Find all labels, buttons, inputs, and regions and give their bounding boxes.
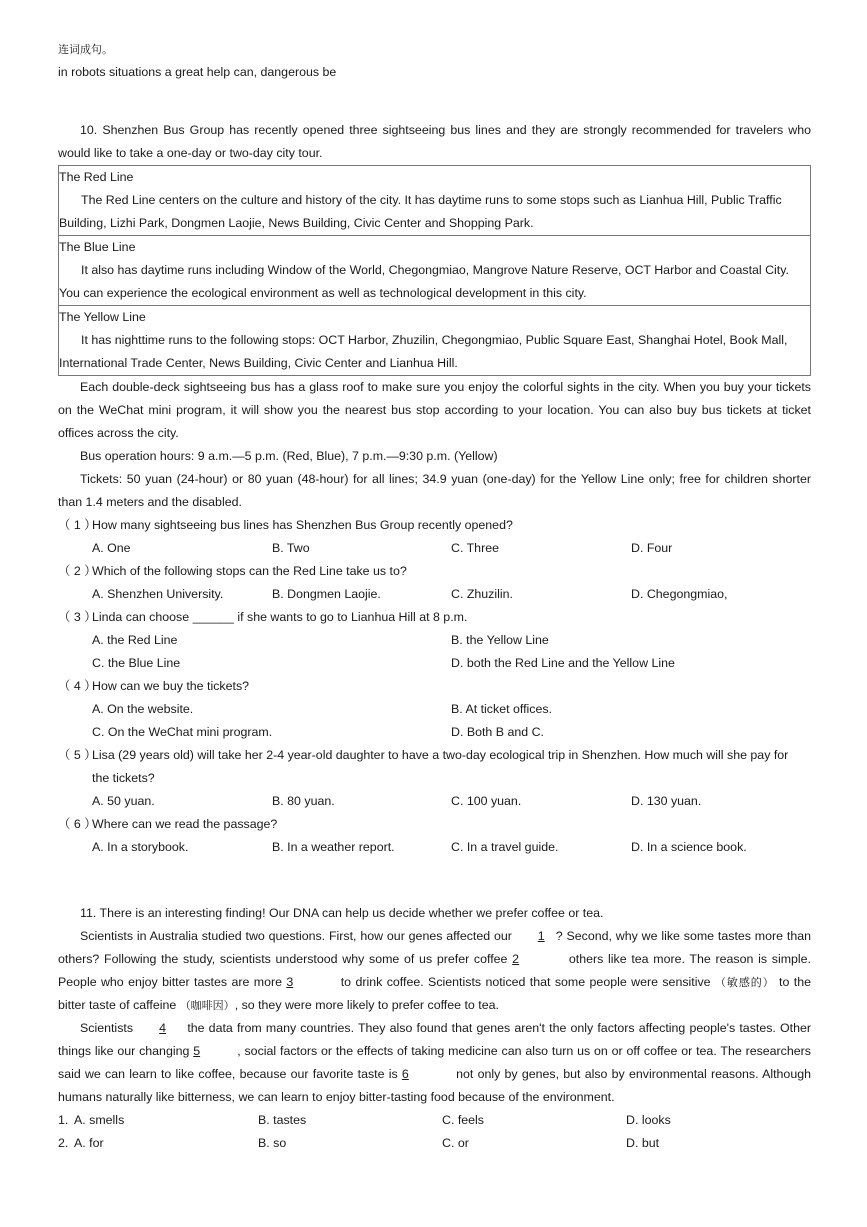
question-number: （ 2 ） xyxy=(58,564,97,578)
option-a[interactable]: A. Shenzhen University. xyxy=(92,587,224,601)
question-number: （ 1 ） xyxy=(58,518,97,532)
text-segment: the data from many countries. They also found that genes aren't the only factors affecting people's tastes. Other xyxy=(183,1021,811,1035)
option-d[interactable]: D. looks xyxy=(626,1113,671,1127)
blank-2[interactable]: 2 xyxy=(512,952,520,966)
body-line-2: on the WeChat mini program, it will show you the nearest bus stop according to your location. You can also buy bus tickets at ticket xyxy=(58,403,811,417)
question-3 xyxy=(58,606,811,629)
bus-lines-table xyxy=(58,165,811,376)
text-segment: Scientists in Australia studied two questions. First, how our genes affected our xyxy=(80,929,516,943)
choice-number: 1. xyxy=(58,1113,69,1127)
choice-1 xyxy=(58,1109,811,1132)
tickets-line-1: Tickets: 50 yuan (24-hour) or 80 yuan (48-hour) for all lines; 34.9 yuan (one-day) for the Yellow Line only; free for children shorter xyxy=(80,472,811,486)
question-5 xyxy=(58,744,811,767)
question-number: （ 6 ） xyxy=(58,817,97,831)
option-d[interactable]: D. Chegongmiao, xyxy=(631,587,728,601)
choice-2 xyxy=(58,1132,811,1155)
question-text: Linda can choose ______ if she wants to go to Lianhua Hill at 8 p.m. xyxy=(92,610,468,624)
question-4 xyxy=(58,675,811,698)
option-c[interactable]: C. Three xyxy=(451,541,499,555)
blank-6[interactable]: 6 xyxy=(401,1067,409,1081)
question-number: （ 4 ） xyxy=(58,679,97,693)
option-c[interactable]: C. 100 yuan. xyxy=(451,794,522,808)
p2-line-3 xyxy=(58,1063,811,1086)
operation-hours: Bus operation hours: 9 a.m.—5 p.m. (Red, Blue), 7 p.m.—9:30 p.m. (Yellow) xyxy=(80,449,498,463)
yellow-line-desc-1: It has nighttime runs to the following stops: OCT Harbor, Zhuzilin, Chegongmiao, Public Square East, Shanghai Hotel, Book Mall, xyxy=(81,333,788,347)
yellow-line-desc-2: International Trade Center, News Building, Civic Center and Lianhua Hill. xyxy=(59,356,458,370)
option-a[interactable]: A. smells xyxy=(74,1113,125,1127)
question-text: Lisa (29 years old) will take her 2-4 year-old daughter to have a two-day ecological trip in Shenzhen. How much will she pay for xyxy=(92,748,789,762)
text-segment: , so they were more likely to prefer coffee to tea. xyxy=(234,998,499,1012)
question-text: Where can we read the passage? xyxy=(92,817,278,831)
text-segment: ? Second, why we like some tastes more than xyxy=(555,929,812,943)
question-3-options-row-1 xyxy=(58,629,811,652)
exercise-title xyxy=(58,38,811,61)
blank-1[interactable]: 1 xyxy=(537,929,545,943)
tickets-line-2: than 1.4 meters and the disabled. xyxy=(58,495,242,509)
text-segment: Scientists xyxy=(80,1021,138,1035)
blank-5[interactable]: 5 xyxy=(193,1044,201,1058)
yellow-line-cell xyxy=(59,305,810,375)
question-1 xyxy=(58,514,811,537)
body-line-3: offices across the city. xyxy=(58,426,179,440)
text-segment: , social factors or the effects of taking medicine can also turn us on or off coffee or tea. The researchers xyxy=(237,1044,811,1058)
passage-11-intro: 11. There is an interesting finding! Our DNA can help us decide whether we prefer coffee or tea. xyxy=(80,906,604,920)
question-4-options-row-1 xyxy=(58,698,811,721)
option-a[interactable]: A. One xyxy=(92,541,131,555)
option-b[interactable]: B. 80 yuan. xyxy=(272,794,335,808)
option-b[interactable]: B. At ticket offices. xyxy=(451,702,553,716)
option-d[interactable]: D. both the Red Line and the Yellow Line xyxy=(451,656,675,670)
option-a[interactable]: A. for xyxy=(74,1136,104,1150)
blue-line-desc-2: You can experience the ecological environment as well as technological development in this city. xyxy=(59,286,587,300)
question-3-options-row-2 xyxy=(58,652,811,675)
question-1-options xyxy=(58,537,811,560)
question-5-options xyxy=(58,790,811,813)
choice-number: 2. xyxy=(58,1136,69,1150)
text-segment: said we can learn to like coffee, because our favorite taste is xyxy=(58,1067,402,1081)
question-5-continued xyxy=(58,767,811,790)
option-c[interactable]: C. On the WeChat mini program. xyxy=(92,725,273,739)
blue-line-title: The Blue Line xyxy=(59,240,136,254)
question-6 xyxy=(58,813,811,836)
text-segment: to the xyxy=(774,975,811,989)
text-segment: not only by genes, but also by environmental reasons. Although xyxy=(451,1067,811,1081)
p1-line-3 xyxy=(58,971,811,994)
option-c[interactable]: C. Zhuzilin. xyxy=(451,587,513,601)
question-number: （ 5 ） xyxy=(58,748,97,762)
option-b[interactable]: B. so xyxy=(258,1136,287,1150)
p2-line-2 xyxy=(58,1040,811,1063)
passage-10-intro-line-1: 10. Shenzhen Bus Group has recently opened three sightseeing bus lines and they are strongly recommended for travelers who xyxy=(80,123,811,137)
red-line-desc-1: The Red Line centers on the culture and history of the city. It has daytime runs to some stops such as Lianhua Hill, Public Traffic xyxy=(81,193,782,207)
option-d[interactable]: D. 130 yuan. xyxy=(631,794,702,808)
p2-line-1 xyxy=(58,1017,811,1040)
text-segment: others like tea more. The reason is simple. xyxy=(564,952,811,966)
text-segment: others? Following the study, scientists understood why some of us prefer coffee xyxy=(58,952,513,966)
option-b[interactable]: B. In a weather report. xyxy=(272,840,395,854)
yellow-line-title: The Yellow Line xyxy=(59,310,146,324)
blue-line-cell xyxy=(59,235,810,305)
option-a[interactable]: A. On the website. xyxy=(92,702,194,716)
option-d[interactable]: D. but xyxy=(626,1136,660,1150)
option-c[interactable]: C. or xyxy=(442,1136,469,1150)
question-2 xyxy=(58,560,811,583)
option-d[interactable]: D. Four xyxy=(631,541,673,555)
red-line-desc-2: Building, Lizhi Park, Dongmen Laojie, News Building, Civic Center and Shopping Park. xyxy=(59,216,534,230)
question-2-options xyxy=(58,583,811,606)
text-segment: to drink coffee. Scientists noticed that some people were sensitive xyxy=(336,975,715,989)
text-segment: things like our changing xyxy=(58,1044,194,1058)
option-c[interactable]: C. the Blue Line xyxy=(92,656,181,670)
passage-10-intro-line-2: would like to take a one-day or two-day city tour. xyxy=(58,146,323,160)
text-segment: bitter taste of caffeine xyxy=(58,998,180,1012)
p1-line-4 xyxy=(58,994,811,1017)
question-4-options-row-2 xyxy=(58,721,811,744)
question-text: How many sightseeing bus lines has Shenzhen Bus Group recently opened? xyxy=(92,518,513,532)
blank-4[interactable]: 4 xyxy=(159,1021,167,1035)
option-b[interactable]: B. tastes xyxy=(258,1113,307,1127)
red-line-cell xyxy=(59,166,810,235)
question-text: Which of the following stops can the Red Line take us to? xyxy=(92,564,407,578)
p1-line-1 xyxy=(58,925,811,948)
text-segment: People who enjoy bitter tastes are more xyxy=(58,975,287,989)
red-line-title: The Red Line xyxy=(59,170,134,184)
option-c[interactable]: C. feels xyxy=(442,1113,485,1127)
scrambled-words: in robots situations a great help can, dangerous be xyxy=(58,65,337,79)
p2-line-4: humans naturally like bitterness, we can learn to enjoy bitter-tasting food because of the environment. xyxy=(58,1090,615,1104)
option-b[interactable]: B. Two xyxy=(272,541,310,555)
blue-line-desc-1: It also has daytime runs including Window of the World, Chegongmiao, Mangrove Nature Reserve, OCT Harbor and Coastal City. xyxy=(81,263,789,277)
option-d[interactable]: D. In a science book. xyxy=(631,840,747,854)
option-d[interactable]: D. Both B and C. xyxy=(451,725,544,739)
exercise-title-text: 连词成句。 xyxy=(58,43,113,56)
question-6-options xyxy=(58,836,811,859)
option-c[interactable]: C. In a travel guide. xyxy=(451,840,559,854)
question-number: （ 3 ） xyxy=(58,610,97,624)
option-a[interactable]: A. the Red Line xyxy=(92,633,178,647)
blank-3[interactable]: 3 xyxy=(286,975,294,989)
option-a[interactable]: A. In a storybook. xyxy=(92,840,189,854)
cjk-gloss: （敏感的） xyxy=(714,976,775,989)
body-line-1: Each double-deck sightseeing bus has a glass roof to make sure you enjoy the colorful sights in the city. When you buy your tickets xyxy=(80,380,811,394)
cjk-gloss: （咖啡因） xyxy=(179,999,235,1012)
option-a[interactable]: A. 50 yuan. xyxy=(92,794,155,808)
worksheet-page xyxy=(58,38,811,1155)
p1-line-2 xyxy=(58,948,811,971)
question-text: How can we buy the tickets? xyxy=(92,679,250,693)
option-b[interactable]: B. Dongmen Laojie. xyxy=(272,587,381,601)
option-b[interactable]: B. the Yellow Line xyxy=(451,633,549,647)
question-text-continued: the tickets? xyxy=(92,771,155,785)
